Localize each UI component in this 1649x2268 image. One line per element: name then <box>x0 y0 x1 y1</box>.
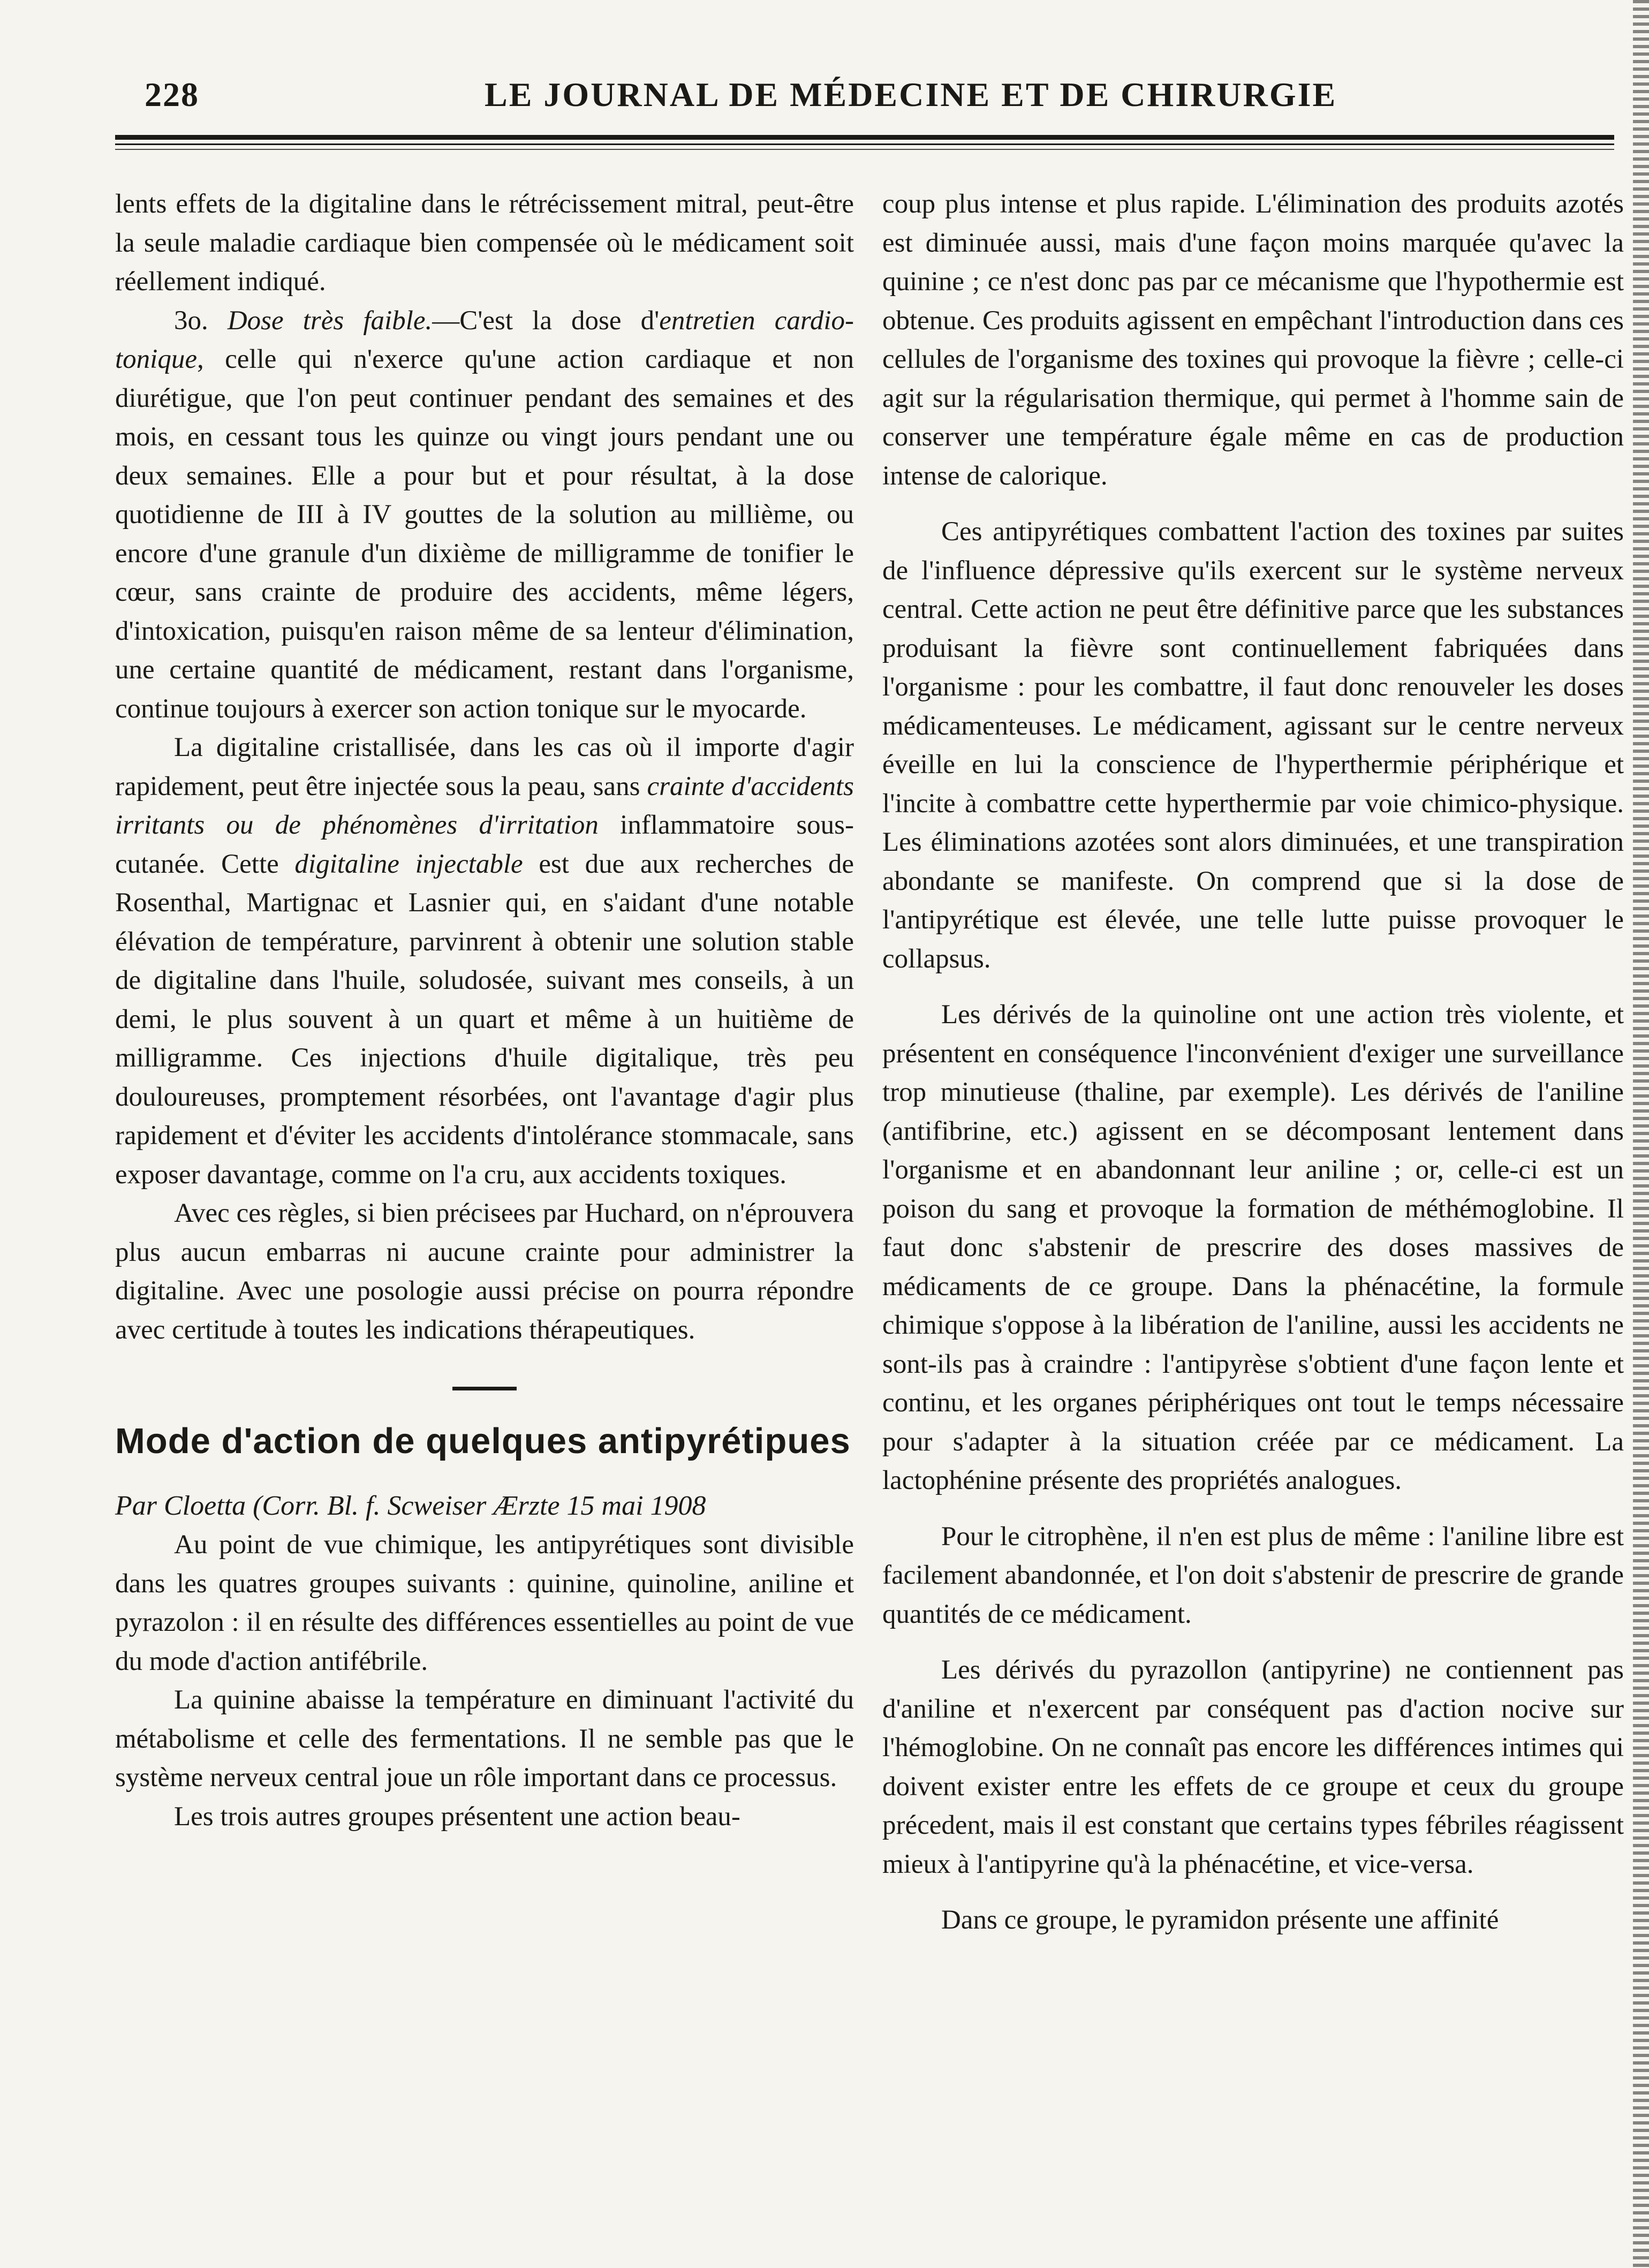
article-byline: Par Cloetta (Corr. Bl. f. Scweiser Ærzte 15 mai 1908 <box>115 1491 706 1521</box>
section-separator <box>452 1387 517 1390</box>
term-digitaline-injectable: digitaline injectable <box>294 849 523 879</box>
paragraph: coup plus intense et plus rapide. L'élimination des produits azotés est diminuée aussi, mais d'une façon moins marquée qu'avec la quinine ; ce n'est donc pas par ce mécanisme que l'hypothermie est obtenue. Ces produits agissent en empêchant l'introduction dans ces cellules de l'organisme des toxines qui provoque la fièvre ; celle-ci agit sur la régularisation thermique, qui permet à l'homme sain de conserver une température égale même en cas de production intense de calorique. <box>882 189 1624 491</box>
header-rule-thick <box>115 135 1614 140</box>
paragraph: Avec ces règles, si bien précisees par Huchard, on n'éprouvera plus aucun embarras ni aucune crainte pour administrer la digitaline. Avec une posologie aussi précise on pourra répondre avec certitude à toutes les indications thérapeutiques. <box>115 1198 854 1345</box>
paragraph: Les dérivés de la quinoline ont une action très violente, et présentent en conséquence l'inconvénient d'exiger une surveillance trop minutieuse (thaline, par exemple). Les dérivés de l'aniline (antifibrine, etc.) agissent en se décomposant lentement dans l'organisme et en abandonnant leur aniline ; or, celle-ci est un poison du sang et provoque la formation de méthémoglobine. Il faut donc s'abstenir de prescrire des doses massives de médicaments de ce groupe. Dans la phénacétine, la formule chimique s'oppose à la libération de l'aniline, aussi les accidents ne sont-ils pas à craindre : l'antipyrèse s'obtient d'une façon lente et continu, et les organes périphériques ont tout le temps nécessaire pour s'adapter à la situation créée par ce médicament. La lactophénine présente des propriétés analogues. <box>882 1000 1624 1495</box>
italic-phrase: crainte d'accidents irritants ou de phénomènes d'irritation <box>115 771 854 840</box>
paragraph-mid: inflammatoire sous-cutanée. Cette <box>115 810 854 879</box>
right-column <box>882 185 1624 1940</box>
paragraph: Pour le citrophène, il n'en est plus de même : l'aniline libre est facilement abandonnée, et l'on doit s'abstenir de prescrire de grande quantités de ce médicament. <box>882 1521 1624 1629</box>
page-header <box>115 75 1614 134</box>
paragraph-rest: , celle qui n'exerce qu'une action cardiaque et non diurétigue, que l'on peut continuer pendant des semaines et des mois, en cessant tous les quinze ou vingt jours pendant une ou deux semaines. Elle a pour but et pour résultat, à la dose quotidienne de III à IV gouttes de la solution au millième, ou encore d'une granule d'un dixième de milligramme de tonifier le cœur, sans crainte de produire des accidents, même légers, d'intoxication, puisqu'en raison même de sa lenteur d'élimination, une certaine quantité de médicament, restant dans l'organisme, continue toujours à exercer son action tonique sur le myocarde. <box>115 344 854 724</box>
header-rule-hairline <box>115 149 1614 150</box>
paragraph-end: est due aux recherches de Rosenthal, Martignac et Lasnier qui, en s'aidant d'une notable élévation de température, parvinrent à obtenir une solution stable de digitaline dans l'huile, soludosée, suivant mes conseils, à un demi, le plus souvent à un quart et même à un huitième de milligramme. Ces injections d'huile digitalique, très peu douloureuses, promptement résorbées, ont l'avantage d'agir plus rapidement et d'éviter les accidents d'intolérance stommacale, sans exposer davantage, comme on l'a cru, aux accidents toxiques. <box>115 849 854 1190</box>
running-head: LE JOURNAL DE MÉDECINE ET DE CHIRURGIE <box>485 75 1337 114</box>
paragraph: Dans ce groupe, le pyramidon présente une affinité <box>941 1905 1499 1935</box>
paragraph-lead: 3o. <box>174 305 228 336</box>
paragraph: Les trois autres groupes présentent une action beau- <box>174 1801 740 1832</box>
term-entretien: entretien cardio-tonique <box>115 305 854 374</box>
paragraph: lents effets de la digitaline dans le rétrécissement mitral, peut-être la seule maladie cardiaque bien compensée où le médicament soit réellement indiqué. <box>115 189 854 297</box>
paragraph-dash: —C'est la dose d' <box>432 305 660 336</box>
left-column <box>115 185 854 1836</box>
dose-label: Dose très faible. <box>227 305 433 336</box>
paragraph: Au point de vue chimique, les antipyrétiques sont divisible dans les quatres groupes suivants : quinine, quinoline, aniline et pyrazolon : il en résulte des différences essentielles au point de vue du mode d'action antifébrile. <box>115 1530 854 1676</box>
binding-edge <box>1633 0 1649 2268</box>
header-rule-thin <box>115 143 1614 145</box>
paragraph-start: La digitaline cristallisée, dans les cas où il importe d'agir rapidement, peut être injectée sous la peau, sans <box>115 732 854 802</box>
paragraph: Les dérivés du pyrazollon (antipyrine) ne contiennent pas d'aniline et n'exercent par conséquent pas d'action nocive sur l'hémoglobine. On ne connaît pas encore les différences intimes qui doivent exister entre les effets de ce groupe et ceux du groupe précedent, mais il est constant que certains types fébriles réagissent mieux à l'antipyrine qu'à la phénacétine, et vice-versa. <box>882 1655 1624 1879</box>
paragraph: La quinine abaisse la température en diminuant l'activité du métabolisme et celle des fermentations. Il ne semble pas que le système nerveux central joue un rôle important dans ce processus. <box>115 1685 854 1793</box>
paragraph-dose-tres-faible <box>115 301 854 729</box>
page-number: 228 <box>145 75 199 114</box>
paragraph: Ces antipyrétiques combattent l'action des toxines par suites de l'influence dépressive qu'ils exercent sur le système nerveux central. Cette action ne peut être définitive parce que les substances produisant la fièvre sont continuellement fabriquées dans l'organisme : pour les combattre, il faut donc renouveler les doses médicamenteuses. Le médicament, agissant sur le centre nerveux éveille en lui la conscience de l'hyperthermie périphérique et l'incite à combattre cette hyperthermie par voie chimico-physique. Les éliminations azotées sont alors diminuées, et une transpiration abondante se manifeste. On comprend que si la dose de l'antipyrétique est élevée, une telle lutte puisse provoquer le collapsus. <box>882 517 1624 974</box>
paragraph-digitaline-injectable <box>115 728 854 1194</box>
article-title: Mode d'action de quelques antipyrétipues <box>115 1421 851 1461</box>
